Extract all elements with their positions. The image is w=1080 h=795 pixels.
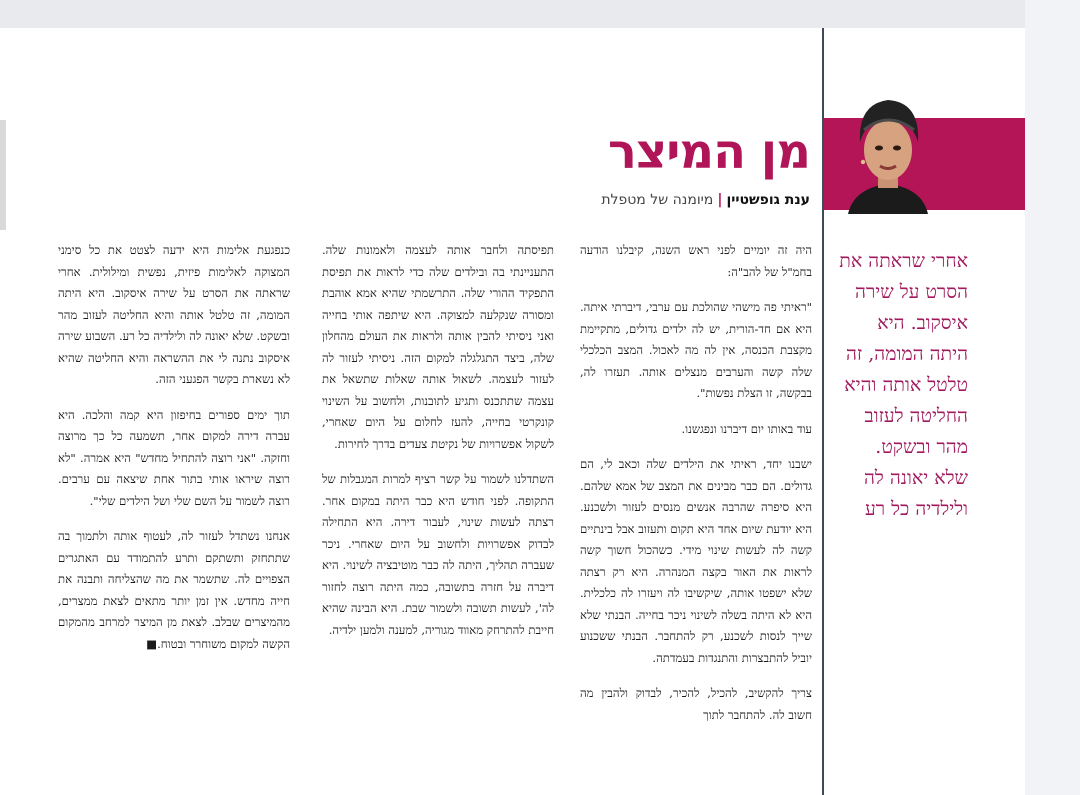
byline-separator: |	[717, 192, 723, 208]
paragraph: אנחנו נשתדל לעזור לה, לעטוף אותה ולתמוך בה שתתחזק ותשתקם ותרע להתמודד עם האתגרים הצפויים לה. שתשמר את מה שהצליחה ותבנה את חייה מחדש. אין זמן יותר מתאים לצאת ממצרים, מהמיצרים שבלב. לצאת מן המיצר למרחב מהמקום הקשה למקום משוחרר ובטוח.■	[58, 529, 290, 651]
pull-quote: אחרי שראתה את הסרט על שירה איסקוב. היא היתה המומה, זה טלטל אותה והיא החליטה לעזוב מהר ובשקט. שלא יאונה לה ולילדיה כל רע	[839, 250, 968, 520]
viewer-top-bar	[0, 0, 1080, 28]
article-column-3	[58, 240, 290, 669]
article-column-1	[580, 240, 812, 740]
paragraph: "ראיתי פה מישהי שהולכת עם ערבי, דיברתי איתה. היא אם חד-הורית, יש לה ילדים גדולים, מתקיימת מקצבת הכנסה, אין לה מה לאכול. המצב הכלכלי שלה קשה והערבים מנצלים אותה. תעזרו לה, בבקשה, זו הצלת נפשות".	[580, 300, 812, 400]
page-edge-mark	[0, 120, 6, 230]
paragraph: ישבנו יחד, ראיתי את הילדים שלה וכאב לי, הם גדולים. הם כבר מבינים את המצב של אמא שלהם. היא סיפרה שהרבה אנשים מנסים לעזור ולשכנע. היא יודעת שיום אחד היא תקום ותעזוב אבל בינתיים קשה לה לעשות שינוי מידי. כשהכול חשוך קשה לראות את האור בקצה המנהרה. היא רק רצתה שלא ישפטו אותה, שיקשיבו לה ויעזרו לה כלכלית. היא לא היתה בשלה לשינוי ניכר בחייה. הבנתי שלא שייך לנסות לשכנע, רק להתחבר. הבנתי ששכנוע יוביל להתבצרות והתנגדות בעמדתה.	[580, 457, 812, 665]
paragraph: השתדלנו לשמור על קשר רציף למרות המגבלות של התקופה. לפני חודש היא כבר היתה במקום אחר. רצתה לעשות שינוי, לעבור דירה. היא התחילה לבדוק אפשרויות ולחשוב על היום שאחרי. ניכר שעברה תהליך, היתה לה כבר מוטיבציה לשינוי. היא דיברה על חזרה בתשובה, כמה היתה רוצה לחזור לה', לעשות תשובה ולשמור שבת. היא הבינה שהיא חייבת להתרחק מאווד מגוריה, למענה ולמען ילדיה.	[322, 472, 554, 637]
paragraph: תפיסתה ולחבר אותה לעצמה ולאמונות שלה. התעניינתי בה ובילדים שלה כדי לראות את תפיסת התפקיד ההורי שלה. התרשמתי שהיא אמא אוהבת ומסורה שנקלעה למצוקה. היא שיתפה אותי בחייה ואני ניסיתי להבין אותה ולראות את העולם מהחלון שלה, ביצד התגלגלה למקום הזה. ניסיתי לעזור לה לעזור לעצמה. לשאול אותה שאלות שתשאל את עצמה שתתכנס ותגיע לתובנות, ולחשוב על השינוי קונקרטי בחייה, להעז לחלום על היום שאחרי, לשקול אפשרויות של נקיטת צעדים בדרך לחירות.	[322, 243, 554, 451]
article-column-2	[322, 240, 554, 655]
author-portrait	[846, 90, 930, 214]
paragraph: היה זה יומיים לפני ראש השנה, קיבלנו הודעה בחמ"ל של להב"ה:	[580, 243, 812, 279]
author-role: מיומנה של מטפלת	[601, 192, 714, 208]
paragraph: עוד באותו יום דיברנו ונפגשנו.	[681, 421, 812, 436]
byline	[430, 192, 810, 208]
paragraph: כנפגעת אלימות היא ידעה לצטט את כל סימני המצוקה לאלימות פיזית, נפשית ומילולית. אחרי שראתה את הסרט על שירה איסקוב. היא היתה המומה, זה טלטל אותה והיא החליטה לעזוב מהר ובשקט. שלא יאונה לה ולילדיה כל רע. השבוע שירה איסקוב נתנה לי את ההשראה והיא החליטה שהיא לא נשארת בקשר הפגעני הזה.	[58, 243, 290, 386]
article-headline: מן המיצר	[608, 124, 810, 180]
viewer-right-gutter	[1025, 0, 1080, 795]
paragraph: צריך להקשיב, להכיל, להכיר, לבדוק ולהבין מה חשוב לה. להתחבר לתוך	[580, 686, 812, 722]
author-name: ענת גופשטיין	[726, 192, 810, 208]
paragraph: תוך ימים ספורים בחיפזון היא קמה והלכה. היא עברה דירה למקום אחר, תשמעה כל כך מרוצה וחזקה. "אני רוצה להתחיל מחדש" היא אמרה. "לא רוצה שיראו אותי בתור אחת שיצאה עם ערבים. רוצה לשמור על השם שלי ושל הילדים שלי".	[58, 407, 290, 508]
magazine-page	[0, 28, 1025, 795]
